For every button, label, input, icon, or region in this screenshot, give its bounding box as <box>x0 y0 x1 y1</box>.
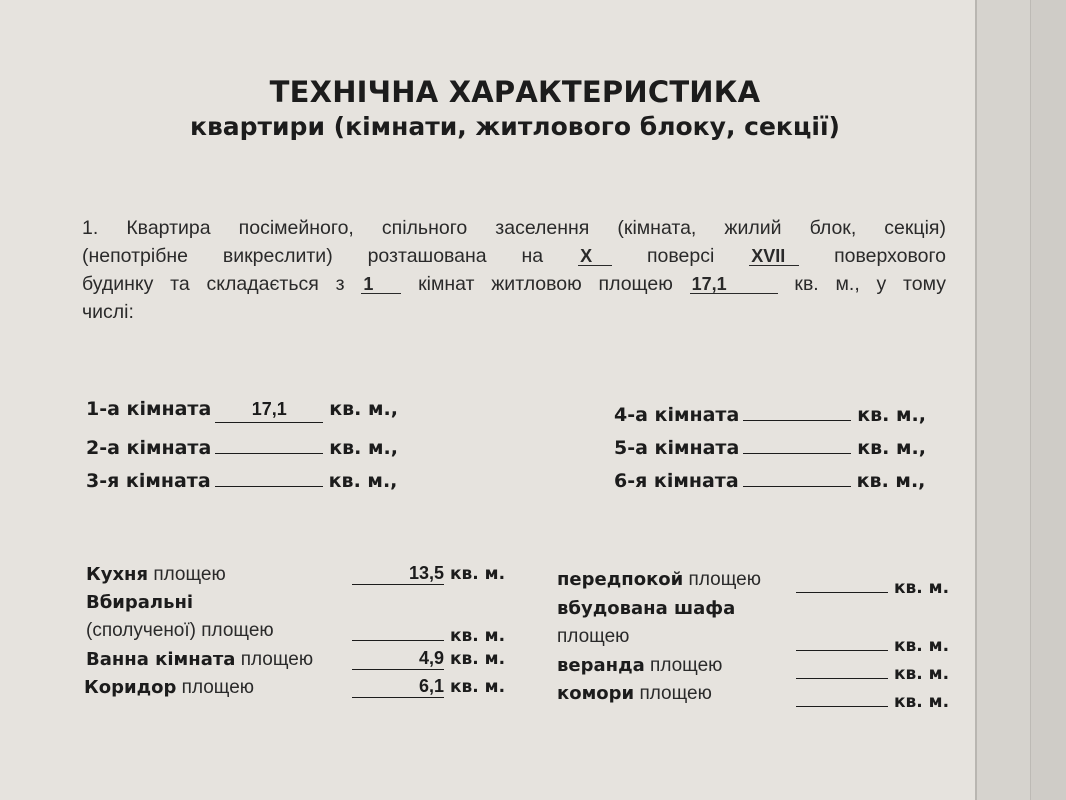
document-title: ТЕХНІЧНА ХАРАКТЕРИСТИКА <box>269 75 761 109</box>
room-2-area-field <box>215 431 323 454</box>
toilet-area-unit: кв. м. <box>450 626 506 646</box>
veranda-label <box>557 655 722 677</box>
kitchen-label-text: площею <box>148 564 226 585</box>
corridor-label-bold: Коридор <box>84 677 177 698</box>
total-floors-field: XVII <box>749 247 799 266</box>
room-6-area-field <box>743 464 851 487</box>
paragraph-line-1: 1. Квартира посімейного, спільного заселення (кімната, жилий блок, секція) <box>82 217 946 239</box>
room-label: 6-я кімната <box>614 470 739 492</box>
toilet-label-text: (сполученої) площею <box>86 620 274 641</box>
apartment-description <box>82 214 946 326</box>
corridor-area-field: 6,1 <box>352 677 444 698</box>
room-label: 2-а кімната <box>86 437 212 459</box>
room-4-row <box>614 398 926 428</box>
bathroom-area-field: 4,9 <box>352 649 444 670</box>
room-2-row <box>86 431 398 461</box>
wardrobe-area-field <box>796 630 888 651</box>
hallway-area-field <box>796 572 888 593</box>
floor-field: X <box>578 247 612 266</box>
hallway-label <box>557 569 761 591</box>
room-6-row <box>614 464 925 494</box>
bathroom-label-bold: Ванна кімната <box>86 649 236 670</box>
corridor-label-text: площею <box>176 677 255 698</box>
wardrobe-label-text: площею <box>557 626 630 647</box>
storage-area <box>796 686 949 712</box>
bathroom-area-unit: кв. м. <box>450 649 506 669</box>
rooms-count-field: 1 <box>361 275 401 294</box>
toilet-area-field <box>352 620 444 641</box>
hallway-area-unit: кв. м. <box>894 578 950 598</box>
room-5-row <box>614 431 926 461</box>
toilet-label-line1 <box>86 592 193 614</box>
bathroom-label <box>86 649 313 671</box>
hallway-label-text: площею <box>683 569 761 590</box>
kitchen-area-unit: кв. м. <box>450 564 506 584</box>
room-4-area-field <box>743 398 851 421</box>
veranda-area <box>796 658 949 684</box>
room-5-area-field <box>743 431 851 454</box>
paragraph-text: поверхового <box>834 245 947 267</box>
veranda-area-field <box>796 658 888 679</box>
paragraph-text: (непотрібне викреслити) розташована на <box>82 245 544 267</box>
room-unit: кв. м., <box>857 404 926 426</box>
veranda-label-bold: веранда <box>557 655 645 676</box>
paragraph-text: кімнат житловою площею <box>418 273 673 295</box>
kitchen-label <box>86 564 226 586</box>
storage-area-unit: кв. м. <box>894 692 950 712</box>
paragraph-text: кв. м., у тому <box>794 273 946 295</box>
room-unit: кв. м., <box>329 437 398 459</box>
room-label: 4-а кімната <box>614 404 740 426</box>
room-unit: кв. м., <box>328 470 398 492</box>
corridor-area-unit: кв. м. <box>450 677 506 697</box>
room-label: 3-я кімната <box>86 470 211 492</box>
paragraph-text: будинку та складається з <box>82 273 345 295</box>
wardrobe-label-line2 <box>557 626 629 648</box>
paragraph-line-3 <box>82 270 946 298</box>
wardrobe-label-bold: вбудована шафа <box>557 598 736 619</box>
paragraph-line-2 <box>82 242 946 270</box>
room-label: 5-а кімната <box>614 437 740 459</box>
veranda-area-unit: кв. м. <box>894 664 950 684</box>
room-1-row <box>86 398 398 428</box>
hallway-label-bold: передпокой <box>557 569 684 590</box>
kitchen-label-bold: Кухня <box>86 564 149 585</box>
living-area-field: 17,1 <box>690 275 778 294</box>
kitchen-area-field: 13,5 <box>352 564 444 585</box>
toilet-label-line2 <box>86 620 274 642</box>
kitchen-area <box>352 564 505 585</box>
wardrobe-label-line1 <box>557 598 735 620</box>
room-label: 1-а кімната <box>86 398 212 420</box>
paragraph-line-4: числі: <box>82 301 134 323</box>
room-1-area-field: 17,1 <box>215 400 323 423</box>
wardrobe-area-unit: кв. м. <box>894 636 950 656</box>
storage-label-bold: комори <box>557 683 635 704</box>
corridor-area <box>352 677 505 698</box>
storage-label-text: площею <box>634 683 712 704</box>
page-edge-back <box>1030 0 1066 800</box>
room-3-area-field <box>215 464 323 487</box>
bathroom-area <box>352 649 505 670</box>
storage-label <box>557 683 712 705</box>
paragraph-text: поверсі <box>646 245 715 267</box>
corridor-label <box>84 677 254 699</box>
veranda-label-text: площею <box>644 655 723 676</box>
room-unit: кв. м., <box>329 398 398 420</box>
bathroom-label-text: площею <box>235 649 314 670</box>
storage-area-field <box>796 686 888 707</box>
room-unit: кв. м., <box>857 437 926 459</box>
toilet-label-bold: Вбиральні <box>86 592 194 613</box>
document-subtitle: квартири (кімнати, житлового блоку, секції) <box>190 112 840 141</box>
hallway-area <box>796 572 949 598</box>
toilet-area <box>352 620 505 646</box>
wardrobe-area <box>796 630 949 656</box>
room-unit: кв. м., <box>856 470 926 492</box>
room-3-row <box>86 464 397 494</box>
